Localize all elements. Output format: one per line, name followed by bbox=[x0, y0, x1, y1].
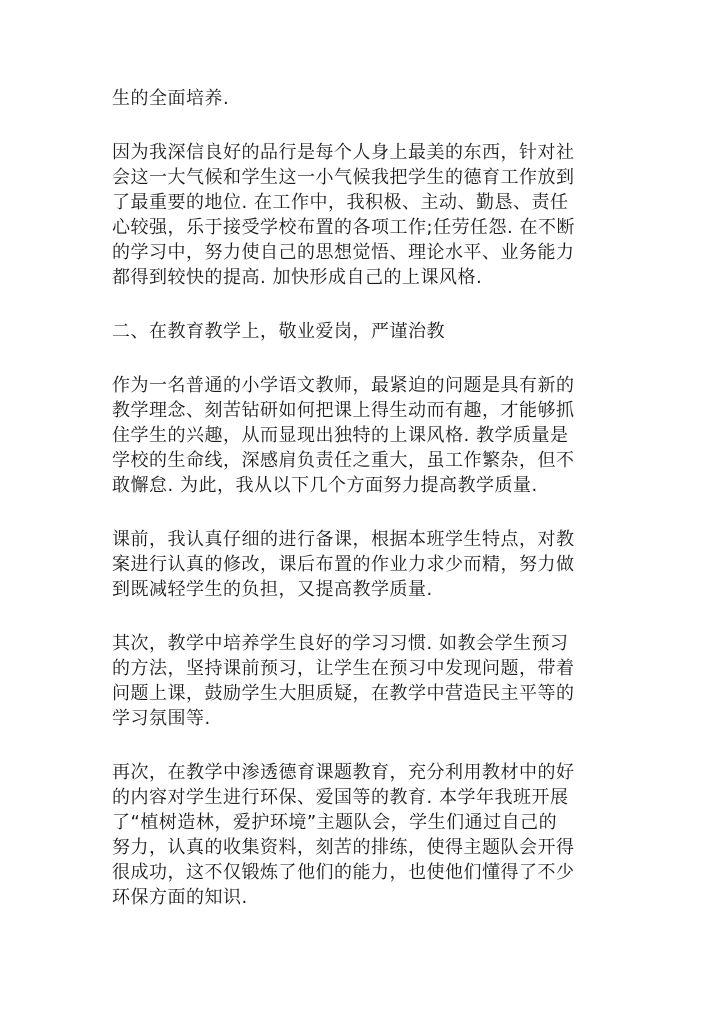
section-heading bbox=[112, 319, 602, 344]
text-line: 学习氛围等. bbox=[112, 708, 211, 729]
text-line: 了最重要的地位. 在工作中，我积极、主动、勤恳、责任 bbox=[112, 192, 569, 213]
text-line: 的内容对学生进行环保、爱国等的教育. 本学年我班开展 bbox=[112, 787, 569, 808]
text-line: 其次，教学中培养学生良好的学习习惯. 如教会学生预习 bbox=[112, 633, 569, 654]
paragraph-moral-education bbox=[112, 140, 602, 290]
text-line: 住学生的兴趣，从而显现出独特的上课风格. 教学质量是 bbox=[112, 425, 569, 446]
text-line: 到既减轻学生的负担，又提高教学质量. bbox=[112, 579, 433, 600]
text-line: 努力，认真的收集资料，刻苦的排练，使得主题队会开得 bbox=[112, 837, 575, 858]
paragraph-teaching-quality bbox=[112, 373, 602, 498]
text-line: 的方法，坚持课前预习，让学生在预习中发现问题，带着 bbox=[112, 658, 575, 679]
section-heading-text: 二、在教育教学上，敬业爱岗，严谨治教 bbox=[112, 321, 445, 342]
text-line: 再次，在教学中渗透德育课题教育，充分利用教材中的好 bbox=[112, 762, 575, 783]
text-line: 课前，我认真仔细的进行备课，根据本班学生特点，对教 bbox=[112, 529, 575, 550]
text-line: 学校的生命线，深感肩负责任之重大，虽工作繁杂，但不 bbox=[112, 450, 575, 471]
text-line: 案进行认真的修改，课后布置的作业力求少而精，努力做 bbox=[112, 554, 575, 575]
paragraph-intro-end bbox=[112, 86, 602, 111]
text-line: 生的全面培养. bbox=[112, 88, 230, 109]
text-line: 环保方面的知识. bbox=[112, 887, 248, 908]
paragraph-study-habits bbox=[112, 631, 602, 731]
text-line: 很成功，这不仅锻炼了他们的能力，也使他们懂得了不少 bbox=[112, 862, 575, 883]
text-line: 问题上课，鼓励学生大胆质疑，在教学中营造民主平等的 bbox=[112, 683, 575, 704]
paragraph-moral-integration bbox=[112, 760, 602, 910]
text-line: 因为我深信良好的品行是每个人身上最美的东西，针对社 bbox=[112, 142, 575, 163]
text-line: 心较强，乐于接受学校布置的各项工作;任劳任怨. 在不断 bbox=[112, 217, 576, 238]
paragraph-lesson-prep bbox=[112, 527, 602, 602]
text-line: 教学理念、刻苦钻研如何把课上得生动而有趣，才能够抓 bbox=[112, 400, 575, 421]
document-body bbox=[112, 86, 602, 939]
text-line: 会这一大气候和学生这一小气候我把学生的德育工作放到 bbox=[112, 167, 575, 188]
text-line: 都得到较快的提高. 加快形成自己的上课风格. bbox=[112, 267, 483, 288]
text-line: 作为一名普通的小学语文教师，最紧迫的问题是具有新的 bbox=[112, 375, 575, 396]
text-line: 敢懈怠. 为此，我从以下几个方面努力提高教学质量. bbox=[112, 475, 538, 496]
text-line: 了“植树造林，爱护环境”主题队会，学生们通过自己的 bbox=[112, 812, 558, 833]
text-line: 的学习中，努力使自己的思想觉悟、理论水平、业务能力 bbox=[112, 242, 575, 263]
